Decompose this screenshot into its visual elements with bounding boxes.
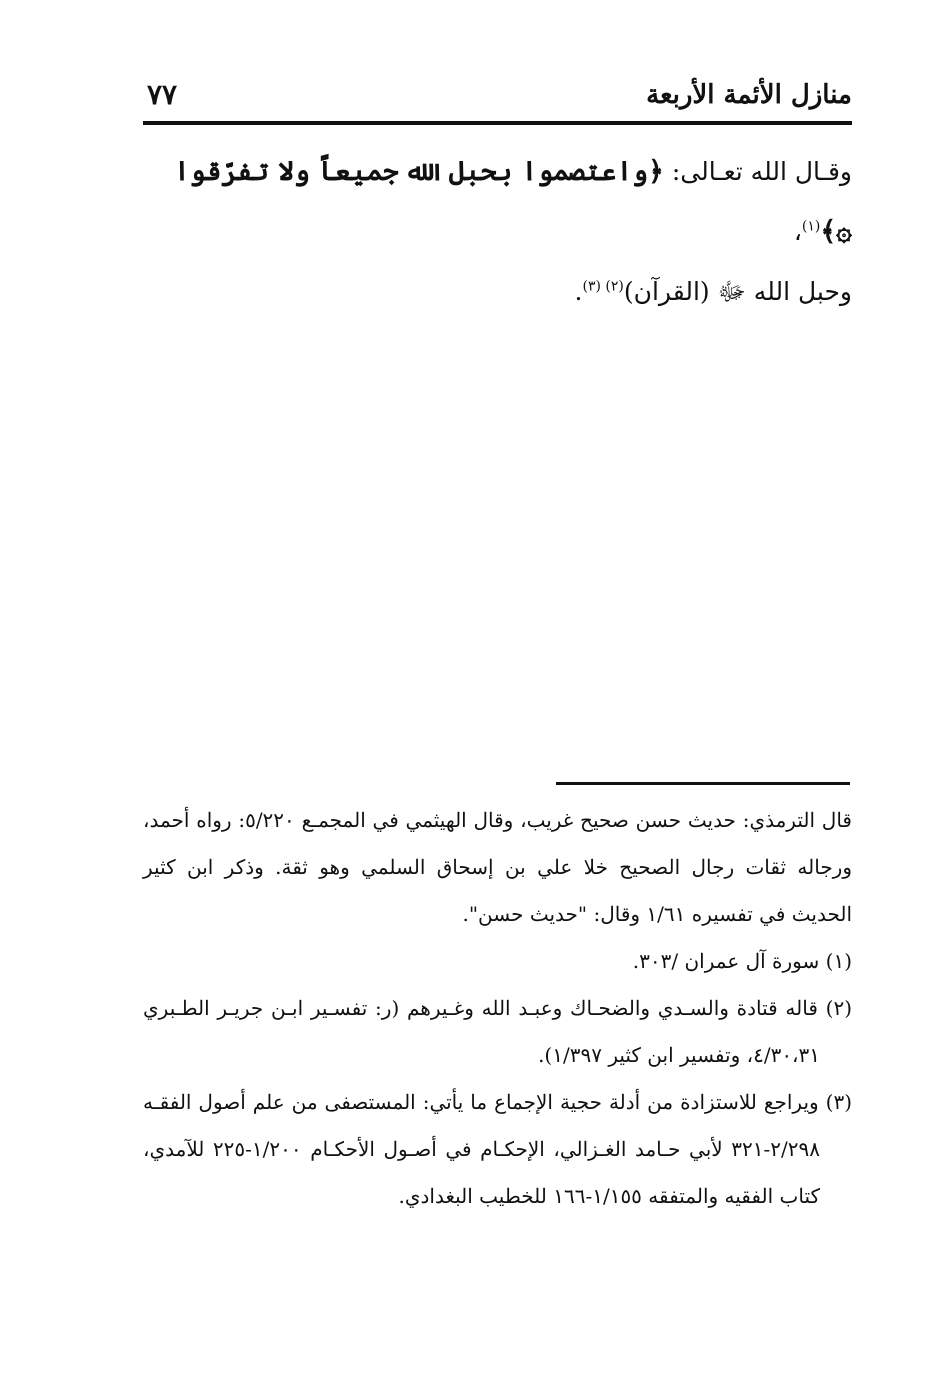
footnote-ref-1[interactable]: (١): [801, 218, 821, 235]
footnote-2: (٢) قاله قتادة والسـدي والضحـاك وعبـد الله وغـيرهم (ر: تفسـير ابـن جريـر الطـبري ٤/٣٠،٣١، وتفسير ابن كثير ١/٣٩٧).: [143, 996, 852, 1067]
footnote-3: (٣) ويراجع للاستزادة من أدلة حجية الإجماع ما يأتي: المستصفى من علم أصول الفقـه ٢/٢٩٨-٣٢١ لأبي حـامد الغـزالي، الإحكـام في أصـول الأحكـام ١/٢٠٠-٢٢٥ للآمدي، كتاب الفقيه والمتفقه ١/١٥٥-١٦٦ للخطيب البغدادي.: [143, 1090, 852, 1208]
footnotes: [143, 797, 852, 1220]
footnote-ref-2-3[interactable]: (٢) (٣): [582, 278, 624, 295]
page-header: [143, 78, 852, 118]
main-line-2-end: .: [574, 277, 583, 306]
main-text: [143, 142, 852, 322]
page-number: ٧٧: [147, 78, 178, 111]
main-line-2: [143, 262, 852, 322]
header-rule: [143, 121, 852, 125]
main-line-1-intro: وقـال الله تعـالى:: [663, 157, 852, 186]
running-title: منازل الأئمة الأربعة: [646, 80, 852, 110]
footnote-1: (١) سورة آل عمران /٣٠٣.: [632, 949, 852, 973]
footnote-continuation: قال الترمذي: حديث حسن صحيح غريب، وقال الهيثمي في المجمـع ٥/٢٢٠: رواه أحمد، ورجاله ثقات رجال الصحيح خلا علي بن إسحاق السلمي وهو ثقة. وذكر ابن كثير الحديث في تفسيره ١/٦١ وقال: "حديث حسن".: [143, 808, 852, 926]
main-line-2-intro: وحبل الله ﷻ (القرآن): [623, 277, 852, 306]
quran-verse: ﴿واعتصموا بحبل الله جميعاً ولا تفرّقوا ۞﴾: [173, 156, 852, 247]
main-line-1: [143, 142, 852, 262]
footnote-separator: [556, 782, 850, 785]
main-line-1-end: ،: [793, 217, 802, 246]
